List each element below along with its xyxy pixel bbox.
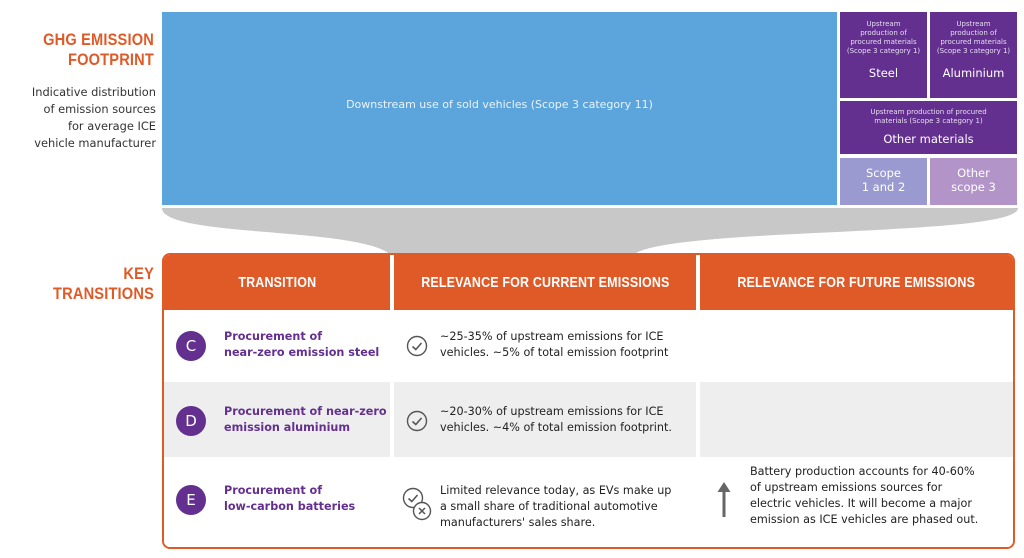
transition-name	[224, 404, 387, 436]
text-line: Limited relevance today, as EVs make up	[440, 484, 672, 497]
other-scope3-block	[930, 158, 1017, 205]
up-arrow-icon	[716, 479, 732, 519]
title-line: GHG EMISSION	[43, 30, 154, 49]
check-cross-icon	[400, 485, 436, 525]
steel-label: Steel	[868, 66, 899, 80]
title-line: KEY	[123, 264, 154, 283]
scope-1-2-block	[840, 158, 927, 205]
sub-line: production of	[860, 29, 907, 37]
scope12-line: 1 and 2	[861, 180, 906, 194]
text-line: vehicles. ~5% of total emission footprint	[440, 346, 669, 359]
text-line: emission as ICE vehicles are phased out.	[750, 513, 979, 526]
header-current	[394, 255, 696, 310]
aluminium-sublabel	[930, 20, 1017, 56]
header-label: TRANSITION	[238, 274, 316, 291]
sub-line: production of	[950, 29, 997, 37]
name-line: Procurement of	[224, 330, 323, 343]
transition-badge: E	[176, 485, 206, 515]
aluminium-label: Aluminium	[942, 66, 1005, 80]
current-relevance-text	[440, 483, 671, 531]
name-line: Procurement of near-zero	[224, 405, 387, 418]
table-row	[164, 382, 1013, 457]
header-future	[700, 255, 1013, 310]
header-label: RELEVANCE FOR FUTURE EMISSIONS	[737, 274, 976, 291]
desc-line: Indicative distribution	[31, 85, 156, 99]
scope12-line: Scope	[865, 166, 902, 180]
desc-line: vehicle manufacturer	[34, 136, 156, 150]
aluminium-block	[930, 12, 1017, 98]
sub-line: Upstream production of procured	[870, 108, 987, 116]
desc-line: for average ICE	[67, 119, 156, 133]
other-materials-block	[840, 101, 1017, 154]
scope3-line: Other	[957, 166, 990, 180]
table-row	[164, 457, 1013, 549]
downstream-use-block	[162, 12, 837, 205]
desc-line: of emission sources	[43, 102, 156, 116]
text-line: ~20-30% of upstream emissions for ICE	[440, 405, 664, 418]
text-line: vehicles. ~4% of total emission footprint.	[440, 421, 672, 434]
sub-line: materials (Scope 3 category 1)	[874, 117, 983, 125]
text-line: Battery production accounts for 40-60%	[750, 465, 975, 478]
check-circle-icon	[406, 335, 428, 357]
sub-line: procured materials	[850, 38, 917, 46]
steel-block	[840, 12, 927, 98]
header-label: RELEVANCE FOR CURRENT EMISSIONS	[420, 274, 670, 291]
future-relevance-text	[750, 464, 978, 528]
current-relevance-text	[440, 404, 672, 436]
column-divider	[390, 310, 394, 547]
header-transition	[164, 255, 390, 310]
other-materials-sublabel	[840, 108, 1017, 126]
sub-line: Upstream	[956, 20, 991, 28]
transition-name	[224, 483, 355, 515]
sub-line: (Scope 3 category 1)	[936, 47, 1011, 55]
key-transitions-table	[162, 253, 1015, 549]
transition-badge: D	[176, 406, 206, 436]
column-divider	[696, 310, 700, 547]
sub-line: (Scope 3 category 1)	[846, 47, 921, 55]
name-line: near-zero emission steel	[224, 346, 380, 359]
scope3-line: scope 3	[951, 180, 996, 194]
title-line: TRANSITIONS	[53, 284, 154, 303]
check-circle-icon	[406, 410, 428, 432]
downstream-label: Downstream use of sold vehicles (Scope 3 category 11)	[346, 98, 653, 111]
text-line: ~25-35% of upstream emissions for ICE	[440, 330, 664, 343]
title-line: FOOTPRINT	[67, 50, 154, 69]
table-row	[164, 310, 1013, 382]
text-line: of upstream emissions sources for	[750, 481, 943, 494]
text-line: manufacturers' sales share.	[440, 516, 596, 529]
text-line: a small share of traditional automotive	[440, 500, 658, 513]
current-relevance-text	[440, 329, 668, 361]
text-line: electric vehicles. It will become a major	[750, 497, 972, 510]
transition-name	[224, 329, 379, 361]
name-line: low-carbon batteries	[224, 500, 356, 513]
steel-sublabel	[840, 20, 927, 56]
other-materials-label: Other materials	[883, 132, 974, 146]
sub-line: Upstream	[866, 20, 901, 28]
sub-line: procured materials	[940, 38, 1007, 46]
name-line: emission aluminium	[224, 421, 351, 434]
transition-badge: C	[176, 331, 206, 361]
name-line: Procurement of	[224, 484, 323, 497]
